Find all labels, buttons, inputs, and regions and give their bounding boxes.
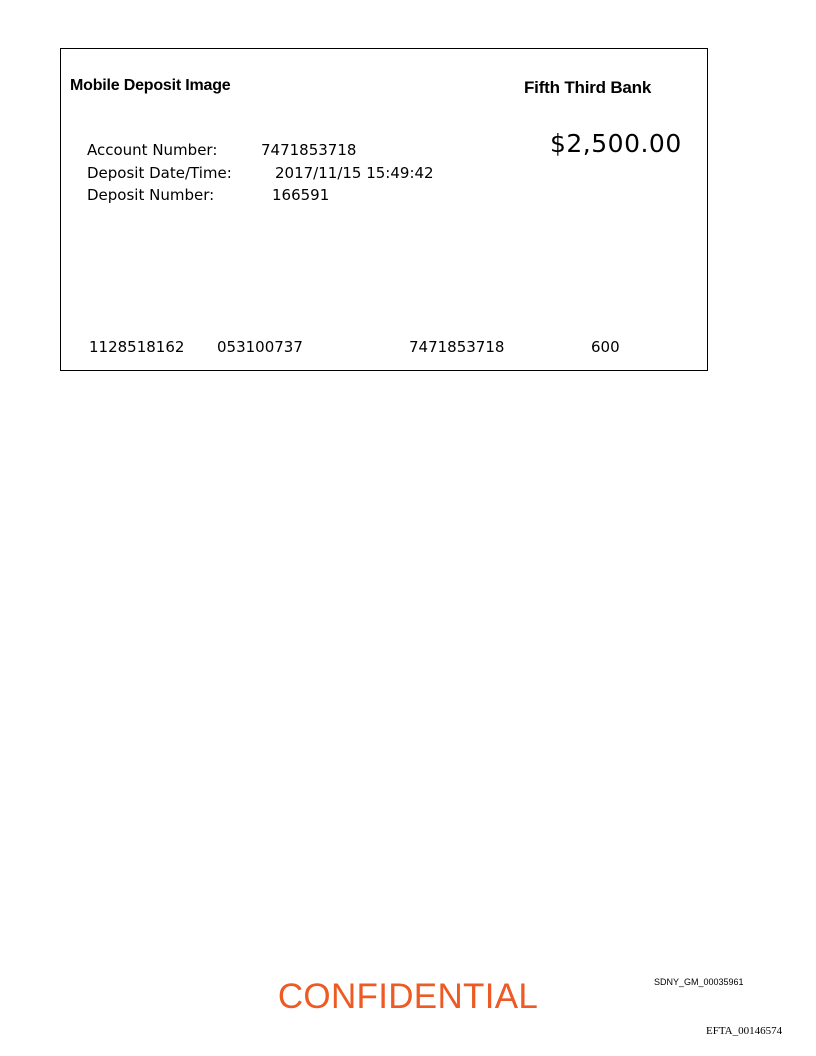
micr-field: 7471853718 (409, 338, 505, 356)
efta-number: EFTA_00146574 (706, 1025, 783, 1037)
deposit-date-value: 2017/11/15 15:49:42 (275, 164, 434, 182)
bates-number: SDNY_GM_00035961 (654, 977, 744, 987)
account-number-label: Account Number: (87, 141, 218, 159)
micr-field: 1128518162 (89, 338, 185, 356)
deposit-number-value: 166591 (272, 186, 330, 204)
deposit-title: Mobile Deposit Image (70, 77, 231, 94)
bank-name: Fifth Third Bank (524, 78, 652, 97)
account-number-value: 7471853718 (261, 141, 357, 159)
deposit-image-panel (60, 48, 708, 371)
micr-field: 053100737 (217, 338, 303, 356)
deposit-number-label: Deposit Number: (87, 186, 215, 204)
micr-field: 600 (591, 338, 620, 356)
confidential-label: CONFIDENTIAL (277, 977, 539, 1016)
deposit-amount: $2,500.00 (550, 129, 682, 158)
deposit-date-label: Deposit Date/Time: (87, 164, 232, 182)
